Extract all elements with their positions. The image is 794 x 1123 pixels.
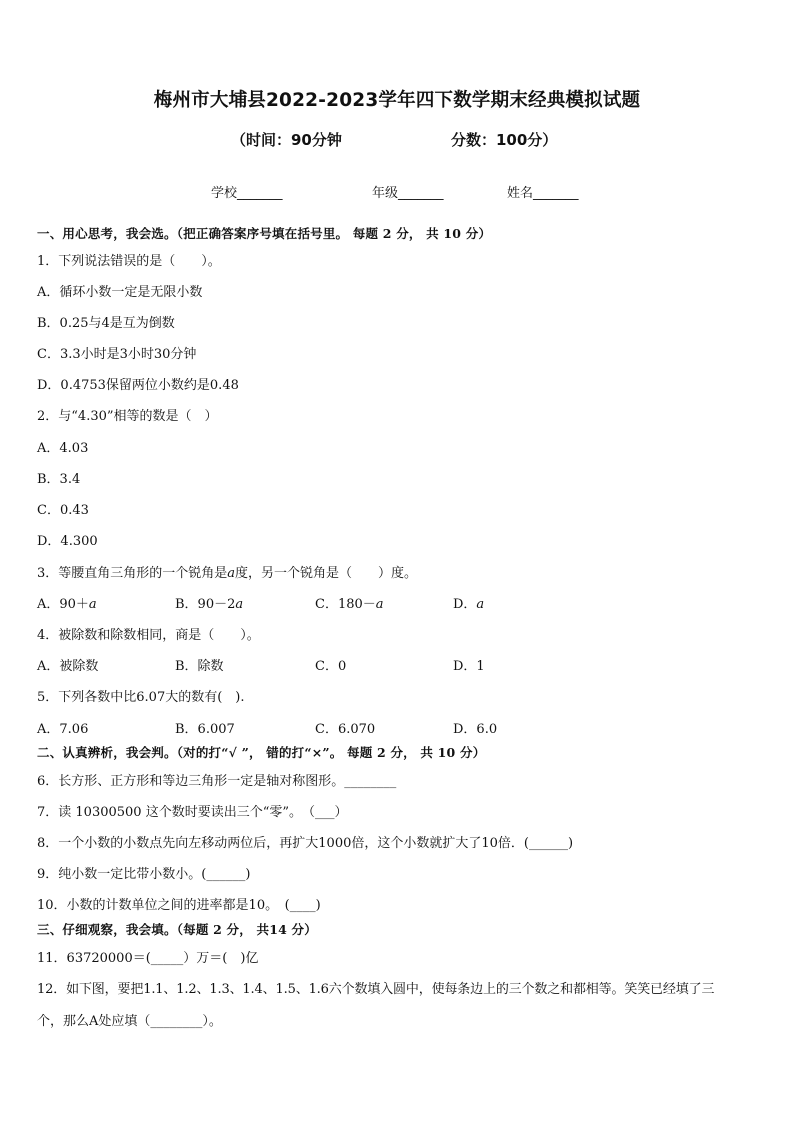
exam-title: 梅州市大埔县2022-2023学年四下数学期末经典模拟试题 [153,90,641,111]
question-1-option-d: D．0.4753保留两位小数约是0.48 [37,378,239,393]
question-8: 8．一个小数的小数点先向左移动两位后，再扩大1000倍，这个小数就扩大了10倍．(______) [37,836,574,851]
grade-field: 年级_______ [372,186,444,201]
question-12-line-2: 个，那么A处应填（________）。 [37,1014,222,1029]
question-4-option-c: C．0 [315,659,347,674]
question-3-option-a: A．90＋𝑎 [37,597,97,612]
question-5-option-c: C．6.070 [315,722,376,737]
question-5-option-b: B．6.007 [175,722,235,737]
name-field: 姓名_______ [507,186,579,201]
question-5-option-d: D．6.0 [453,722,498,737]
section-heading-judge: 二、认真辨析，我会判。（对的打“√ ”， 错的打“×”。 每题 2 分， 共 10 分） [37,745,486,760]
section-heading-fill: 三、仔细观察，我会填。（每题 2 分， 共14 分） [37,922,317,937]
question-2-option-a: A．4.03 [37,441,89,456]
question-2-option-b: B．3.4 [37,472,81,487]
question-3-stem: 3．等腰直角三角形的一个锐角是𝑎度，另一个锐角是（ ）度。 [37,566,418,581]
question-3-option-c: C．180－𝑎 [315,597,384,612]
exam-time: （时间：90分钟 [231,131,342,149]
question-4-stem: 4．被除数和除数相同，商是（ ）。 [37,628,260,643]
question-6: 6．长方形、正方形和等边三角形一定是轴对称图形。________ [37,774,397,789]
question-2-option-d: D．4.300 [37,534,98,549]
question-4-option-a: A．被除数 [37,659,99,674]
question-3-option-b: B．90－2𝑎 [175,597,244,612]
question-3-option-d: D．𝑎 [453,597,485,612]
question-2-option-c: C．0.43 [37,503,89,518]
question-9: 9．纯小数一定比带小数小。(______) [37,867,251,882]
section-heading-choice: 一、用心思考，我会选。（把正确答案序号填在括号里。 每题 2 分， 共 10 分） [37,226,492,241]
exam-score: 分数：100分） [451,131,558,149]
question-7: 7．读 10300500 这个数时要读出三个“零”。 （___） [37,805,348,820]
question-5-stem: 5．下列各数中比6.07大的数有( ). [37,690,245,705]
school-field: 学校_______ [211,186,283,201]
question-1-stem: 1．下列说法错误的是（ ）。 [37,254,221,269]
question-2-stem: 2．与“4.30”相等的数是（ ） [37,409,218,424]
question-11: 11．63720000＝(_____）万＝( )亿 [37,951,259,966]
question-4-option-b: B．除数 [175,659,224,674]
question-4-option-d: D．1 [453,659,485,674]
question-5-option-a: A．7.06 [37,722,89,737]
question-10: 10．小数的计数单位之间的进率都是10。 (____) [37,898,321,913]
question-1-option-c: C．3.3小时是3小时30分钟 [37,347,197,362]
question-12-line-1: 12．如下图，要把1.1、1.2、1.3、1.4、1.5、1.6六个数填入圆中，使每条边上的三个数之和都相等。笑笑已经填了三 [37,982,715,997]
question-1-option-a: A．循环小数一定是无限小数 [37,285,203,300]
question-1-option-b: B．0.25与4是互为倒数 [37,316,175,331]
